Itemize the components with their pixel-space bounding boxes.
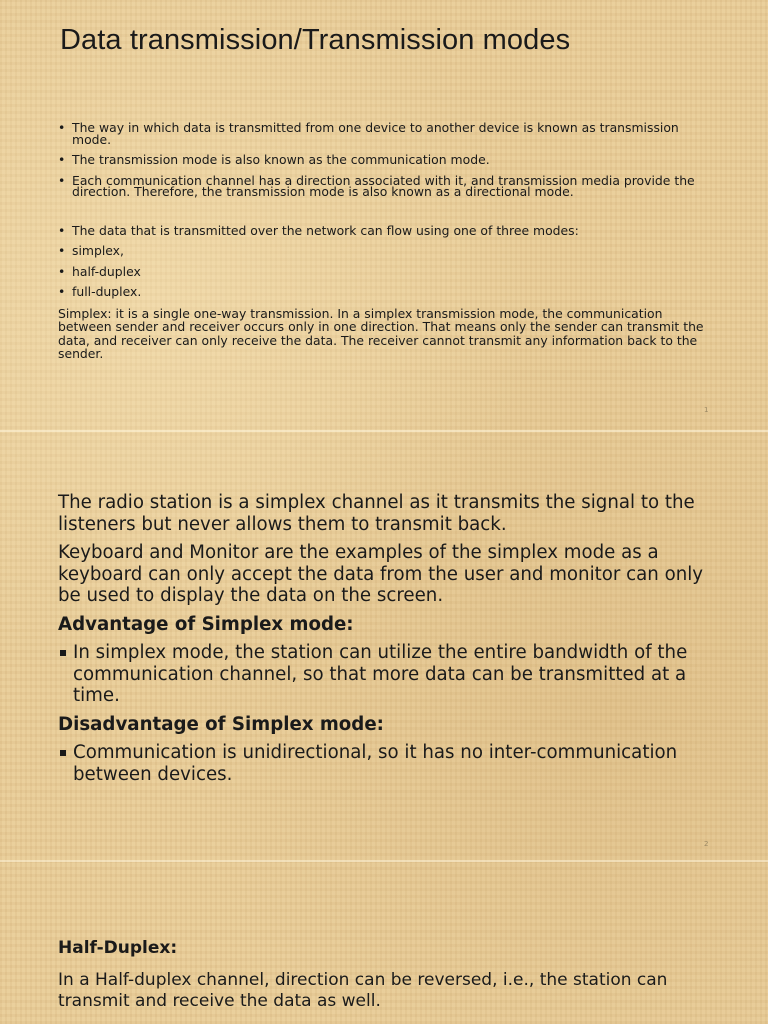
- slide-3-body: [58, 938, 718, 1013]
- spacer: [58, 207, 718, 225]
- keyboard-paragraph: Keyboard and Monitor are the examples of the simplex mode as a keyboard can only accept the data from the user and monitor can only be used to display the data on the screen.: [58, 542, 704, 606]
- slide-2: [0, 432, 768, 858]
- slide-1-body: [58, 122, 718, 361]
- bullet-item: • The data that is transmitted over the network can flow using one of three modes:: [58, 225, 718, 237]
- slide-title: Data transmission/Transmission modes: [60, 24, 571, 56]
- disadvantage-heading: Disadvantage of Simplex mode:: [58, 713, 384, 735]
- slide-2-body: [58, 492, 718, 792]
- page-number: 1: [704, 406, 709, 414]
- bullet-item: • Each communication channel has a direction associated with it, and transmission media provide the direction. Therefore, the transmission mode is also known as a directional mode.: [58, 175, 718, 198]
- advantage-heading: Advantage of Simplex mode:: [58, 613, 354, 635]
- bullet-item: • The way in which data is transmitted from one device to another device is known as transmission mode.: [58, 122, 718, 145]
- bullet-item: • simplex,: [58, 245, 718, 257]
- advantage-item: In simplex mode, the station can utilize the entire bandwidth of the communication channel, so that more data can be transmitted at a time.: [58, 642, 718, 707]
- slide-1: [0, 0, 768, 430]
- half-duplex-paragraph: In a Half-duplex channel, direction can be reversed, i.e., the station can transmit and receive the data as well.: [58, 969, 668, 1011]
- slide-3: [0, 862, 768, 1024]
- half-duplex-heading: Half-Duplex:: [58, 938, 178, 958]
- bullet-item: • half-duplex: [58, 266, 718, 278]
- simplex-definition: Simplex: it is a single one-way transmission. In a simplex transmission mode, the communication between sender and receiver occurs only in one direction. That means only the sender can transmit the data, and receiver can only receive the data. The receiver cannot transmit any information back to the sender.: [58, 305, 704, 361]
- radio-paragraph: The radio station is a simplex channel as it transmits the signal to the listeners but never allows them to transmit back.: [58, 492, 695, 535]
- disadvantage-item: Communication is unidirectional, so it has no inter-communication between devices.: [58, 742, 718, 785]
- bullet-item: • The transmission mode is also known as the communication mode.: [58, 154, 718, 166]
- bullet-item: • full-duplex.: [58, 286, 718, 298]
- page-number: 2: [704, 840, 709, 848]
